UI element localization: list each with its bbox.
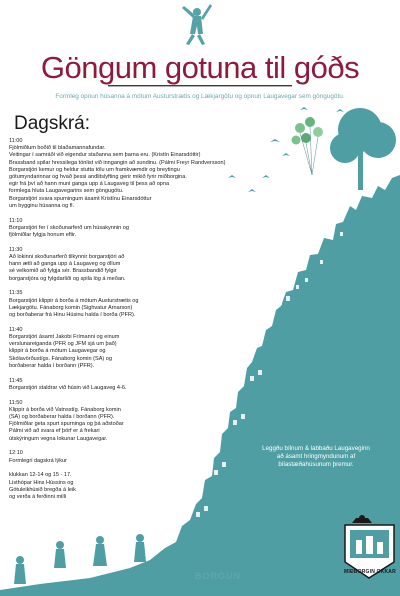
notice-line: bílastæðahúsunum þremur. — [278, 461, 354, 469]
schedule-line: Borgarstjóri fer í skoðunarferð um húsakynnin og — [9, 224, 129, 231]
schedule-line: Götuleikhúsið bregða á leik — [9, 486, 76, 493]
schedule-line: 11:10 — [9, 217, 23, 224]
schedule-line: borgarstjóra og fylgdarliði og spila lög á meðan. — [9, 275, 126, 282]
balloons-icon — [292, 117, 324, 175]
schedule-line: Fjölmiðlum boðið til blaðamannafundar. — [9, 145, 106, 152]
schedule-line: 11:30 — [9, 246, 23, 253]
schedule-line: götumyndarinnar og hvað þessi andlitslyfting gerir mikið fyrir miðborgina. — [9, 174, 187, 181]
schedule-line: borðaberar halda í borðann (PFR). — [9, 362, 95, 369]
schedule-line: Borgarstjóri staldrar við húsin við Laugaveg 4-6. — [9, 384, 127, 391]
schedule-line: Borgarstjóri ásamt Jakobi Frímanni og einum — [9, 334, 120, 341]
schedule-line: Skólavörðustígs. Fánaborg komin (SA) og — [9, 355, 112, 362]
sponsor-logo: BORGUN — [195, 571, 241, 581]
schedule-line: Borgarstjóri kemur og heldur stutta tölu um framkvæmdir og breytingu — [9, 166, 180, 173]
schedule-block — [9, 400, 214, 443]
schedule-line: hann ætli að ganga upp á Laugaveg og öllum — [9, 261, 121, 268]
schedule-line: Að lokinni skoðunarferð tilkynnir borgarstjóri að — [9, 254, 125, 261]
schedule-line: Brassband spilar hressilega tónlist við inngangin að sundinu. (Pálmi Freyr Randversson) — [9, 159, 226, 166]
schedule-line: 12:10 — [9, 450, 23, 457]
schedule-line: verslunareiganda (PFR og JFM sjá um það) — [9, 341, 117, 348]
schedule-line: útskýringum vegna lokunar Laugavegar. — [9, 435, 108, 442]
schedule-line: (SA) og borðaberar halda í borðann (PFR). — [9, 414, 115, 421]
schedule-line: 11:45 — [9, 377, 23, 384]
schedule-line: 11:40 — [9, 326, 23, 333]
schedule-line: egir frá því að hann muni ganga upp á Laugaveg til þess að opna — [9, 181, 170, 188]
schedule-line: formlega hluta Laugavegarins sem göngugötu. — [9, 188, 124, 195]
schedule-line: 11:00 — [9, 138, 23, 144]
schedule-line: Fjölmiðlar geta spurt spurninga og þá aðstoðar — [9, 421, 124, 428]
birds-icon — [228, 107, 344, 192]
schedule-line: sé velkomið að fylgja sér. Brassbandið fylgir — [9, 268, 117, 275]
schedule-line: 11:50 — [9, 399, 23, 406]
page-title: Göngum gotuna til góðs — [40, 50, 360, 85]
dancer-figure-icon — [182, 4, 212, 45]
schedule-line: fjölmiðlar fylgja honum eftir. — [9, 232, 77, 239]
page-subtitle: Formleg opnun húsanna á mótum Austurstrætis og Lækjargötu og opnun Laugavegar sem göngugötu. — [55, 93, 345, 100]
schedule-line: Formlegri dagskrá lýkur — [9, 457, 67, 464]
schedule-list — [9, 138, 226, 509]
badge-label: MIÐBORGIN OKKAR — [344, 569, 396, 575]
schedule-block — [9, 327, 214, 370]
schedule-line: Veitingar í samráði við eigendur staðanna sem þarna eru. (Kristín Einarsdóttir) — [9, 152, 201, 159]
schedule-block — [9, 247, 214, 283]
schedule-line: Pálmi við að svara ef þörf er á frekari — [9, 428, 100, 435]
schedule-block — [9, 138, 226, 210]
schedule-block — [9, 218, 214, 240]
schedule-line: Klippir á borða við Vatnsstíg. Fánaborg komin — [9, 406, 121, 413]
tree-icon — [330, 108, 396, 190]
schedule-line: Lækjargötu. Fánaborg komin (Sighvatur Arnarson) — [9, 304, 133, 311]
schedule-line: klippir á borða á mótum Laugavegar og — [9, 348, 106, 355]
schedule-line: Listhópar Hins Hússins og — [9, 479, 74, 486]
notice-line: Leggðu bílnum & labbaðu Laugaveginn — [262, 445, 370, 452]
notice-line: að ásamt hringmyndunum af — [276, 453, 356, 461]
schedule-block — [9, 472, 214, 501]
schedule-block — [9, 450, 214, 464]
schedule-line: klukkan 12-14 og 15 - 17. — [9, 472, 72, 479]
schedule-line: og borðaberar frá Hinu Húsinu halda í borða (PFR). — [9, 312, 136, 319]
schedule-line: Borgarstjóri klippir á borða á mótum Austurstrætis og — [9, 297, 139, 304]
parking-notice — [246, 445, 386, 470]
schedule-line: Borgarstjóri svara spurningum ásamt Kristínu Einarsdóttur — [9, 195, 152, 202]
schedule-line: og verða á ferðinni milli — [9, 494, 67, 501]
schedule-block — [9, 290, 214, 319]
schedule-line: um bygginu húsanna og fl. — [9, 202, 75, 209]
schedule-block — [9, 378, 214, 392]
schedule-line: 11:35 — [9, 290, 23, 297]
schedule-heading: Dagskrá: — [14, 113, 91, 134]
